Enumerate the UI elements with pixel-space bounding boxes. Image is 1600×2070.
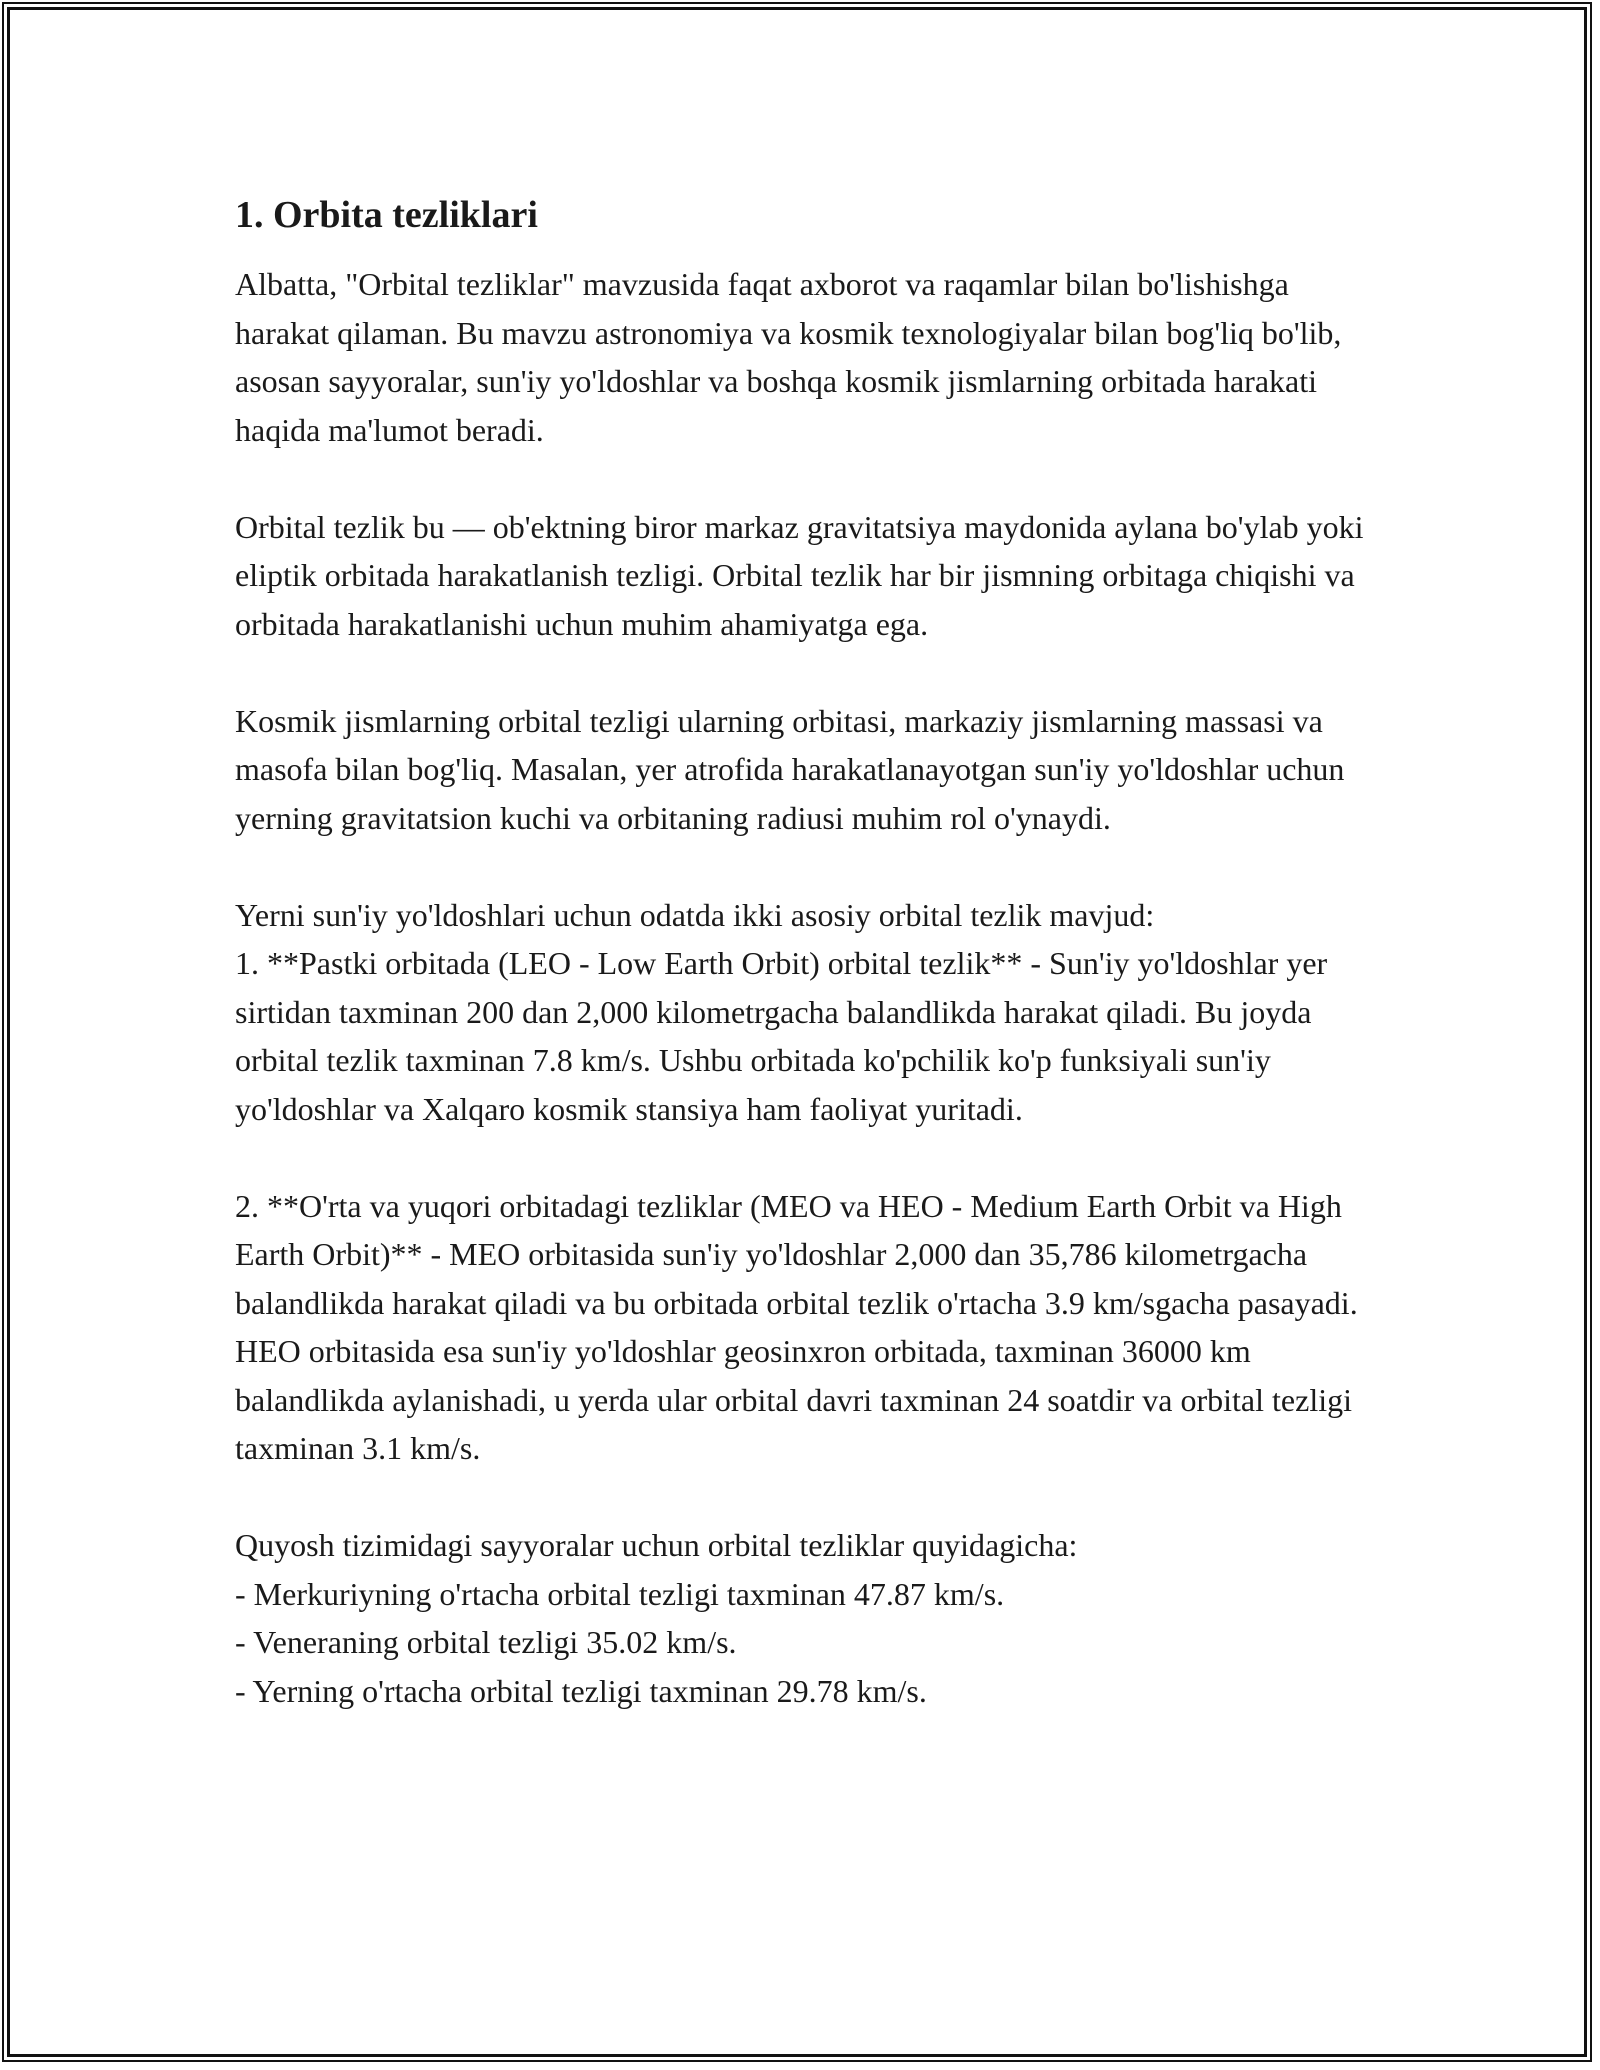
paragraph-intro: Albatta, "Orbital tezliklar" mavzusida faqat axborot va raqamlar bilan bo'lishishga harakat qilaman. Bu mavzu astronomiya va kosmik texnologiyalar bilan bog'liq bo'lib, asosan sayyoralar, sun'iy yo'ldoshlar va boshqa kosmik jismlarning orbitada harakati haqida ma'lumot beradi.	[235, 266, 1342, 448]
section-heading: 1. Orbita tezliklari	[235, 194, 538, 236]
paragraph-factors: Kosmik jismlarning orbital tezligi ularning orbitasi, markaziy jismlarning massasi va masofa bilan bog'liq. Masalan, yer atrofida harakatlanayotgan sun'iy yo'ldoshlar uchun yerning gravitatsion kuchi va orbitaning radiusi muhim rol o'ynaydi.	[235, 702, 1345, 836]
paragraph-leo: Yerni sun'iy yo'ldoshlari uchun odatda ikki asosiy orbital tezlik mavjud: 1. **Pastki orbitada (LEO - Low Earth Orbit) orbital tezlik** - Sun'iy yo'ldoshlar yer sirtidan taxminan 200 dan 2,000 kilometrgacha balandlikda harakat qiladi. Bu joyda orbital tezlik taxminan 7.8 km/s. Ushbu orbitada ko'pchilik ko'p funksiyali sun'iy yo'ldoshlar va Xalqaro kosmik stansiya ham faoliyat yuritadi.	[235, 896, 1328, 1127]
paragraph-meo-heo: 2. **O'rta va yuqori orbitadagi tezliklar (MEO va HEO - Medium Earth Orbit va High Earth Orbit)** - MEO orbitasida sun'iy yo'ldoshlar 2,000 dan 35,786 kilometrgacha balandlikda harakat qiladi va bu orbitada orbital tezlik o'rtacha 3.9 km/sgacha pasayadi. HEO orbitasida esa sun'iy yo'ldoshlar geosinxron orbitada, taxminan 36000 km balandlikda aylanishadi, u yerda ular orbital davri taxminan 24 soatdir va orbital tezligi taxminan 3.1 km/s.	[235, 1187, 1358, 1466]
paragraph-definition: Orbital tezlik bu — ob'ektning biror markaz gravitatsiya maydonida aylana bo'ylab yoki eliptik orbitada harakatlanish tezligi. Orbital tezlik har bir jismning orbitaga chiqishi va orbitada harakatlanishi uchun muhim ahamiyatga ega.	[235, 508, 1364, 642]
paragraph-planets: Quyosh tizimidagi sayyoralar uchun orbital tezliklar quyidagicha: - Merkuriyning o'rtacha orbital tezligi taxminan 47.87 km/s. - Veneraning orbital tezligi 35.02 km/s. - Yerning o'rtacha orbital tezligi taxminan 29.78 km/s.	[235, 1527, 1078, 1709]
document-body	[235, 180, 1385, 1715]
